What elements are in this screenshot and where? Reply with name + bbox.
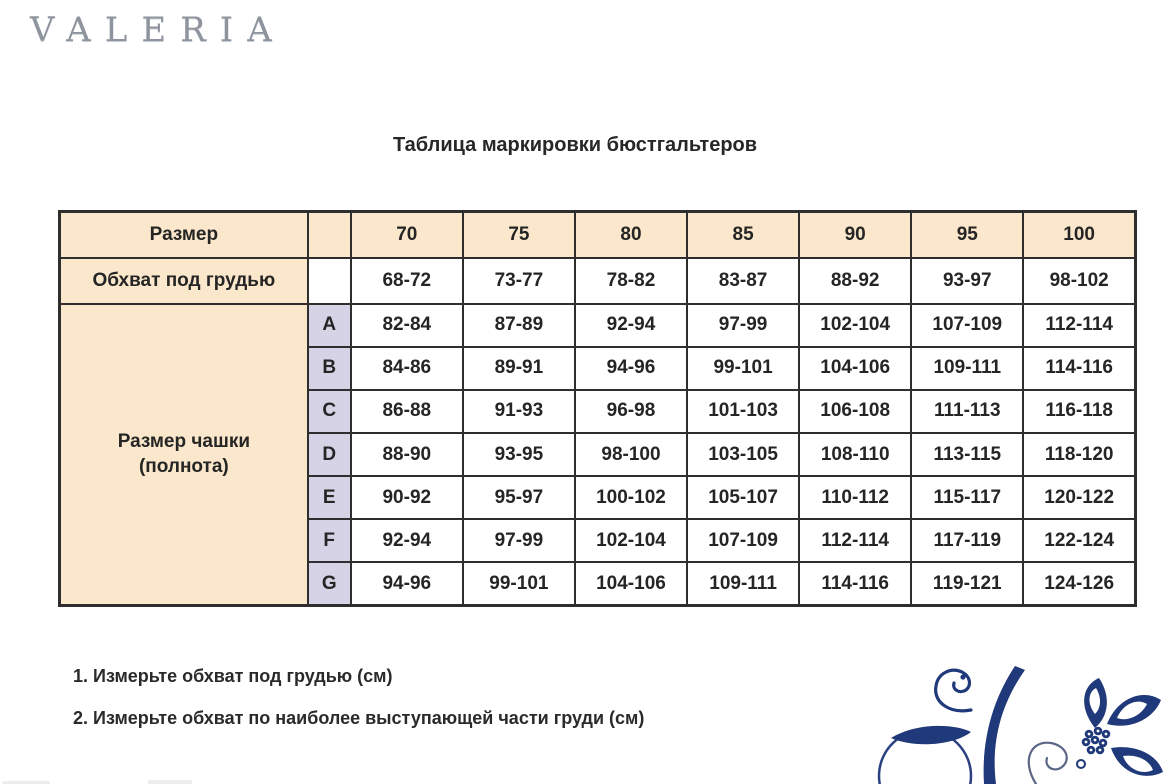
cup-cell: 91-93 [463, 390, 575, 433]
cutoff-fragment [148, 780, 192, 784]
underbust-cell: 88-92 [799, 258, 911, 304]
cup-cell: 117-119 [911, 519, 1023, 562]
cup-letter: G [308, 562, 351, 605]
cup-cell: 122-124 [1023, 519, 1135, 562]
size-cell: 80 [575, 212, 687, 258]
cup-cell: 108-110 [799, 433, 911, 476]
cup-cell: 99-101 [463, 562, 575, 605]
underbust-row-label: Обхват под грудью [60, 258, 308, 304]
instruction-step-2: 2. Измерьте обхват по наиболее выступающей части груди (см) [73, 708, 645, 728]
cup-cell: 97-99 [687, 304, 799, 347]
underbust-row [60, 258, 1136, 304]
size-cell: 85 [687, 212, 799, 258]
cup-letter: C [308, 390, 351, 433]
cup-cell: 111-113 [911, 390, 1023, 433]
cup-cell: 94-96 [351, 562, 463, 605]
cup-cell: 94-96 [575, 347, 687, 390]
cup-section-label [60, 304, 308, 606]
cup-label-line2: (полнота) [138, 456, 229, 478]
size-cell: 90 [799, 212, 911, 258]
cup-cell: 104-106 [799, 347, 911, 390]
underbust-cell: 73-77 [463, 258, 575, 304]
cup-cell: 114-116 [799, 562, 911, 605]
cup-cell: 109-111 [911, 347, 1023, 390]
cup-cell: 124-126 [1023, 562, 1135, 605]
size-header-row [60, 212, 1136, 258]
size-cell: 95 [911, 212, 1023, 258]
instruction-step-1: 1. Измерьте обхват под грудью (см) [73, 666, 393, 686]
cup-cell: 106-108 [799, 390, 911, 433]
cup-cell: 86-88 [351, 390, 463, 433]
cup-cell: 82-84 [351, 304, 463, 347]
cup-cell: 118-120 [1023, 433, 1135, 476]
cup-cell: 107-109 [687, 519, 799, 562]
cup-letter: B [308, 347, 351, 390]
underbust-cell: 98-102 [1023, 258, 1135, 304]
cup-cell: 99-101 [687, 347, 799, 390]
cup-label-line1: Размер чашки [117, 431, 251, 453]
cup-cell: 84-86 [351, 347, 463, 390]
cup-cell: 90-92 [351, 476, 463, 519]
cup-cell: 95-97 [463, 476, 575, 519]
size-cell: 100 [1023, 212, 1135, 258]
cup-cell: 93-95 [463, 433, 575, 476]
cup-cell: 88-90 [351, 433, 463, 476]
floral-ornament [873, 664, 1173, 784]
cup-cell: 104-106 [575, 562, 687, 605]
size-cell: 70 [351, 212, 463, 258]
cup-cell: 101-103 [687, 390, 799, 433]
cup-cell: 116-118 [1023, 390, 1135, 433]
cup-cell: 119-121 [911, 562, 1023, 605]
cup-letter: E [308, 476, 351, 519]
underbust-cell: 68-72 [351, 258, 463, 304]
size-row-label: Размер [60, 212, 308, 258]
cup-cell: 87-89 [463, 304, 575, 347]
cup-cell: 120-122 [1023, 476, 1135, 519]
empty-corner-cell [308, 212, 351, 258]
cup-cell: 102-104 [575, 519, 687, 562]
cup-letter: F [308, 519, 351, 562]
cup-cell: 103-105 [687, 433, 799, 476]
cup-cell: 113-115 [911, 433, 1023, 476]
cup-cell: 109-111 [687, 562, 799, 605]
page-title: Таблица маркировки бюстгальтеров [392, 134, 758, 156]
underbust-cell: 93-97 [911, 258, 1023, 304]
underbust-cell: 78-82 [575, 258, 687, 304]
cup-cell: 102-104 [799, 304, 911, 347]
cup-letter: D [308, 433, 351, 476]
cup-row-A [60, 304, 1136, 347]
measuring-instructions [73, 666, 644, 750]
cup-cell: 107-109 [911, 304, 1023, 347]
brand-logo: VALERIA [30, 10, 286, 50]
cup-cell: 112-114 [799, 519, 911, 562]
cup-cell: 110-112 [799, 476, 911, 519]
cup-cell: 98-100 [575, 433, 687, 476]
cup-cell: 112-114 [1023, 304, 1135, 347]
cup-cell: 100-102 [575, 476, 687, 519]
cup-cell: 105-107 [687, 476, 799, 519]
cup-cell: 96-98 [575, 390, 687, 433]
cup-cell: 115-117 [911, 476, 1023, 519]
bra-size-table [58, 210, 1137, 607]
cup-cell: 92-94 [351, 519, 463, 562]
cup-letter: A [308, 304, 351, 347]
empty-cell [308, 258, 351, 304]
size-cell: 75 [463, 212, 575, 258]
cup-cell: 114-116 [1023, 347, 1135, 390]
cup-cell: 97-99 [463, 519, 575, 562]
underbust-cell: 83-87 [687, 258, 799, 304]
cup-cell: 92-94 [575, 304, 687, 347]
cup-cell: 89-91 [463, 347, 575, 390]
